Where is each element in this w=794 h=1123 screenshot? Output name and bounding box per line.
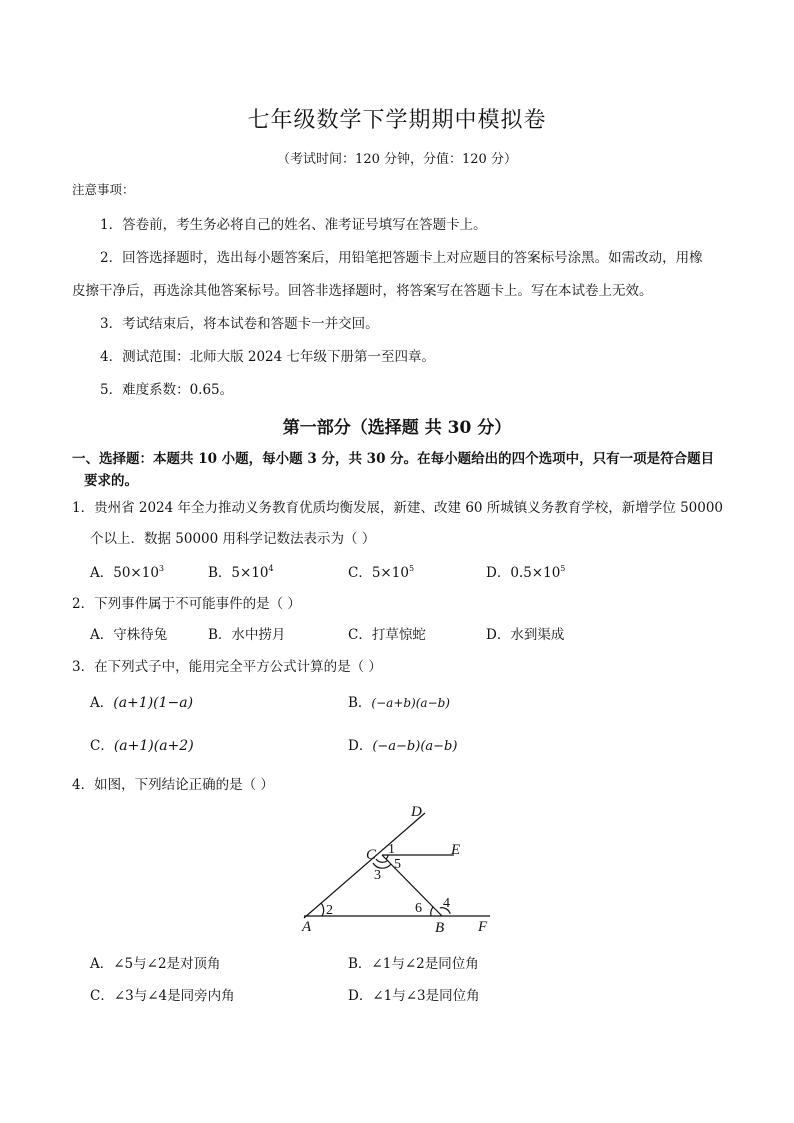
angle-label-5: 5 [394,857,401,872]
angle-2-arc [321,903,324,916]
angle-label-4: 4 [443,896,450,911]
q2-option-a[interactable]: A．守株待兔 [90,627,168,643]
instructions-prefix: 一、选择题： [72,451,153,467]
instructions-line-1 [72,447,714,467]
q1-option-d-exp: 5 [560,563,566,573]
angle-6-arc [431,907,433,916]
q3-option-d[interactable] [348,734,457,754]
q3-option-a[interactable] [90,691,193,711]
angle-label-6: 6 [415,901,422,916]
angle-label-1: 1 [388,842,395,857]
q1-option-a-exp: 3 [158,563,165,573]
q1-stem-line-2: 个以上．数据 50000 用科学记数法表示为（ ） [90,531,376,547]
q3-option-c-label: C． [90,738,114,754]
q1-option-c-base: 5×10 [371,565,409,581]
notice-item-2-cont: 皮擦干净后，再选涂其他答案标号。回答非选择题时，将答案写在答题卡上。写在本试卷上无效。 [72,283,653,299]
q1-option-b-label: B． [208,565,232,581]
q1-stem-line-1: 1．贵州省 2024 年全力推动义务教育优质均衡发展，新建、改建 60 所城镇义务教育学校，新增学位 50000 [72,500,724,516]
q4-option-b-label: B． [348,956,372,972]
q3-option-b[interactable] [348,691,450,711]
q1-option-c[interactable] [348,561,414,581]
label-c: C [366,847,377,863]
q3-option-b-label: B． [348,695,372,711]
q1-option-d[interactable] [486,561,565,581]
q3-stem: 3．在下列式子中，能用完全平方公式计算的是（ ） [72,659,382,675]
q1-option-a[interactable] [90,561,164,581]
line-ad [304,813,425,918]
exam-info: （考试时间：120 分钟，分值：120 分） [277,152,517,167]
q4-option-a-text: ∠5与∠2是对顶角 [113,956,221,972]
q4-option-b[interactable] [348,952,479,972]
q4-stem: 4．如图，下列结论正确的是（ ） [72,777,274,793]
notice-item-4: 4．测试范围：北师大版 2024 七年级下册第一至四章。 [100,349,436,365]
instructions-line-2: 要求的。 [84,473,138,489]
q3-option-d-label: D． [348,738,373,754]
q3-option-c[interactable] [90,734,194,754]
section-title: 第一部分（选择题 共 30 分） [282,418,512,438]
q1-option-a-label: A． [90,565,114,581]
q1-option-b[interactable] [208,561,274,581]
label-b: B [435,920,445,936]
q3-option-d-expr: (−a−b)(a−b) [372,739,458,754]
q4-option-b-text: ∠1与∠2是同位角 [371,956,479,972]
q2-option-c[interactable]: C．打草惊蛇 [348,627,426,643]
label-d: D [411,804,422,820]
q4-option-c[interactable] [90,984,235,1004]
q4-option-d-text: ∠1与∠3是同位角 [372,988,480,1004]
angle-label-2: 2 [326,903,333,918]
q2-stem: 2．下列事件属于不可能事件的是（ ） [72,596,301,612]
q4-option-c-text: ∠3与∠4是同旁内角 [113,988,235,1004]
notice-item-2: 2．回答选择题时，选出每小题答案后，用铅笔把答题卡上对应题目的答案标号涂黑。如需改动，用橡 [100,250,703,266]
q1-option-d-label: D． [486,565,511,581]
q4-option-d[interactable] [348,984,480,1004]
q4-option-a[interactable] [90,952,221,972]
q3-option-c-expr: (a+1)(a+2) [113,738,194,754]
q3-option-a-expr: (a+1)(1−a) [113,695,194,711]
notice-heading: 注意事项： [72,182,135,197]
notice-item-5: 5．难度系数：0.65。 [100,382,234,398]
page-title: 七年级数学下学期期中模拟卷 [247,108,547,133]
q1-option-a-base: 50×10 [113,565,159,581]
q4-geometry-figure [300,798,500,938]
q3-option-a-label: A． [90,695,114,711]
q1-option-c-label: C． [348,565,372,581]
instructions-text: 本题共 10 小题，每小题 3 分，共 30 分。在每小题给出的四个选项中，只有一项是符合题目 [153,451,715,467]
q4-option-a-label: A． [90,956,114,972]
notice-item-1: 1．答卷前，考生务必将自己的姓名、准考证号填写在答题卡上。 [100,217,487,233]
label-e: E [451,842,461,858]
q1-option-d-base: 0.5×10 [510,565,561,581]
q2-option-b[interactable]: B．水中捞月 [208,627,286,643]
q4-option-d-label: D． [348,988,373,1004]
q4-option-c-label: C． [90,988,114,1004]
label-f: F [478,919,488,935]
notice-item-3: 3．考试结束后，将本试卷和答题卡一并交回。 [100,316,379,332]
q1-option-b-base: 5×10 [231,565,269,581]
q1-option-c-exp: 5 [408,563,415,573]
q3-option-b-expr: (−a+b)(a−b) [371,696,450,710]
angle-label-3: 3 [374,868,381,883]
label-a: A [302,919,312,935]
q2-option-d[interactable]: D．水到渠成 [486,627,565,643]
q1-option-b-exp: 4 [268,563,274,573]
